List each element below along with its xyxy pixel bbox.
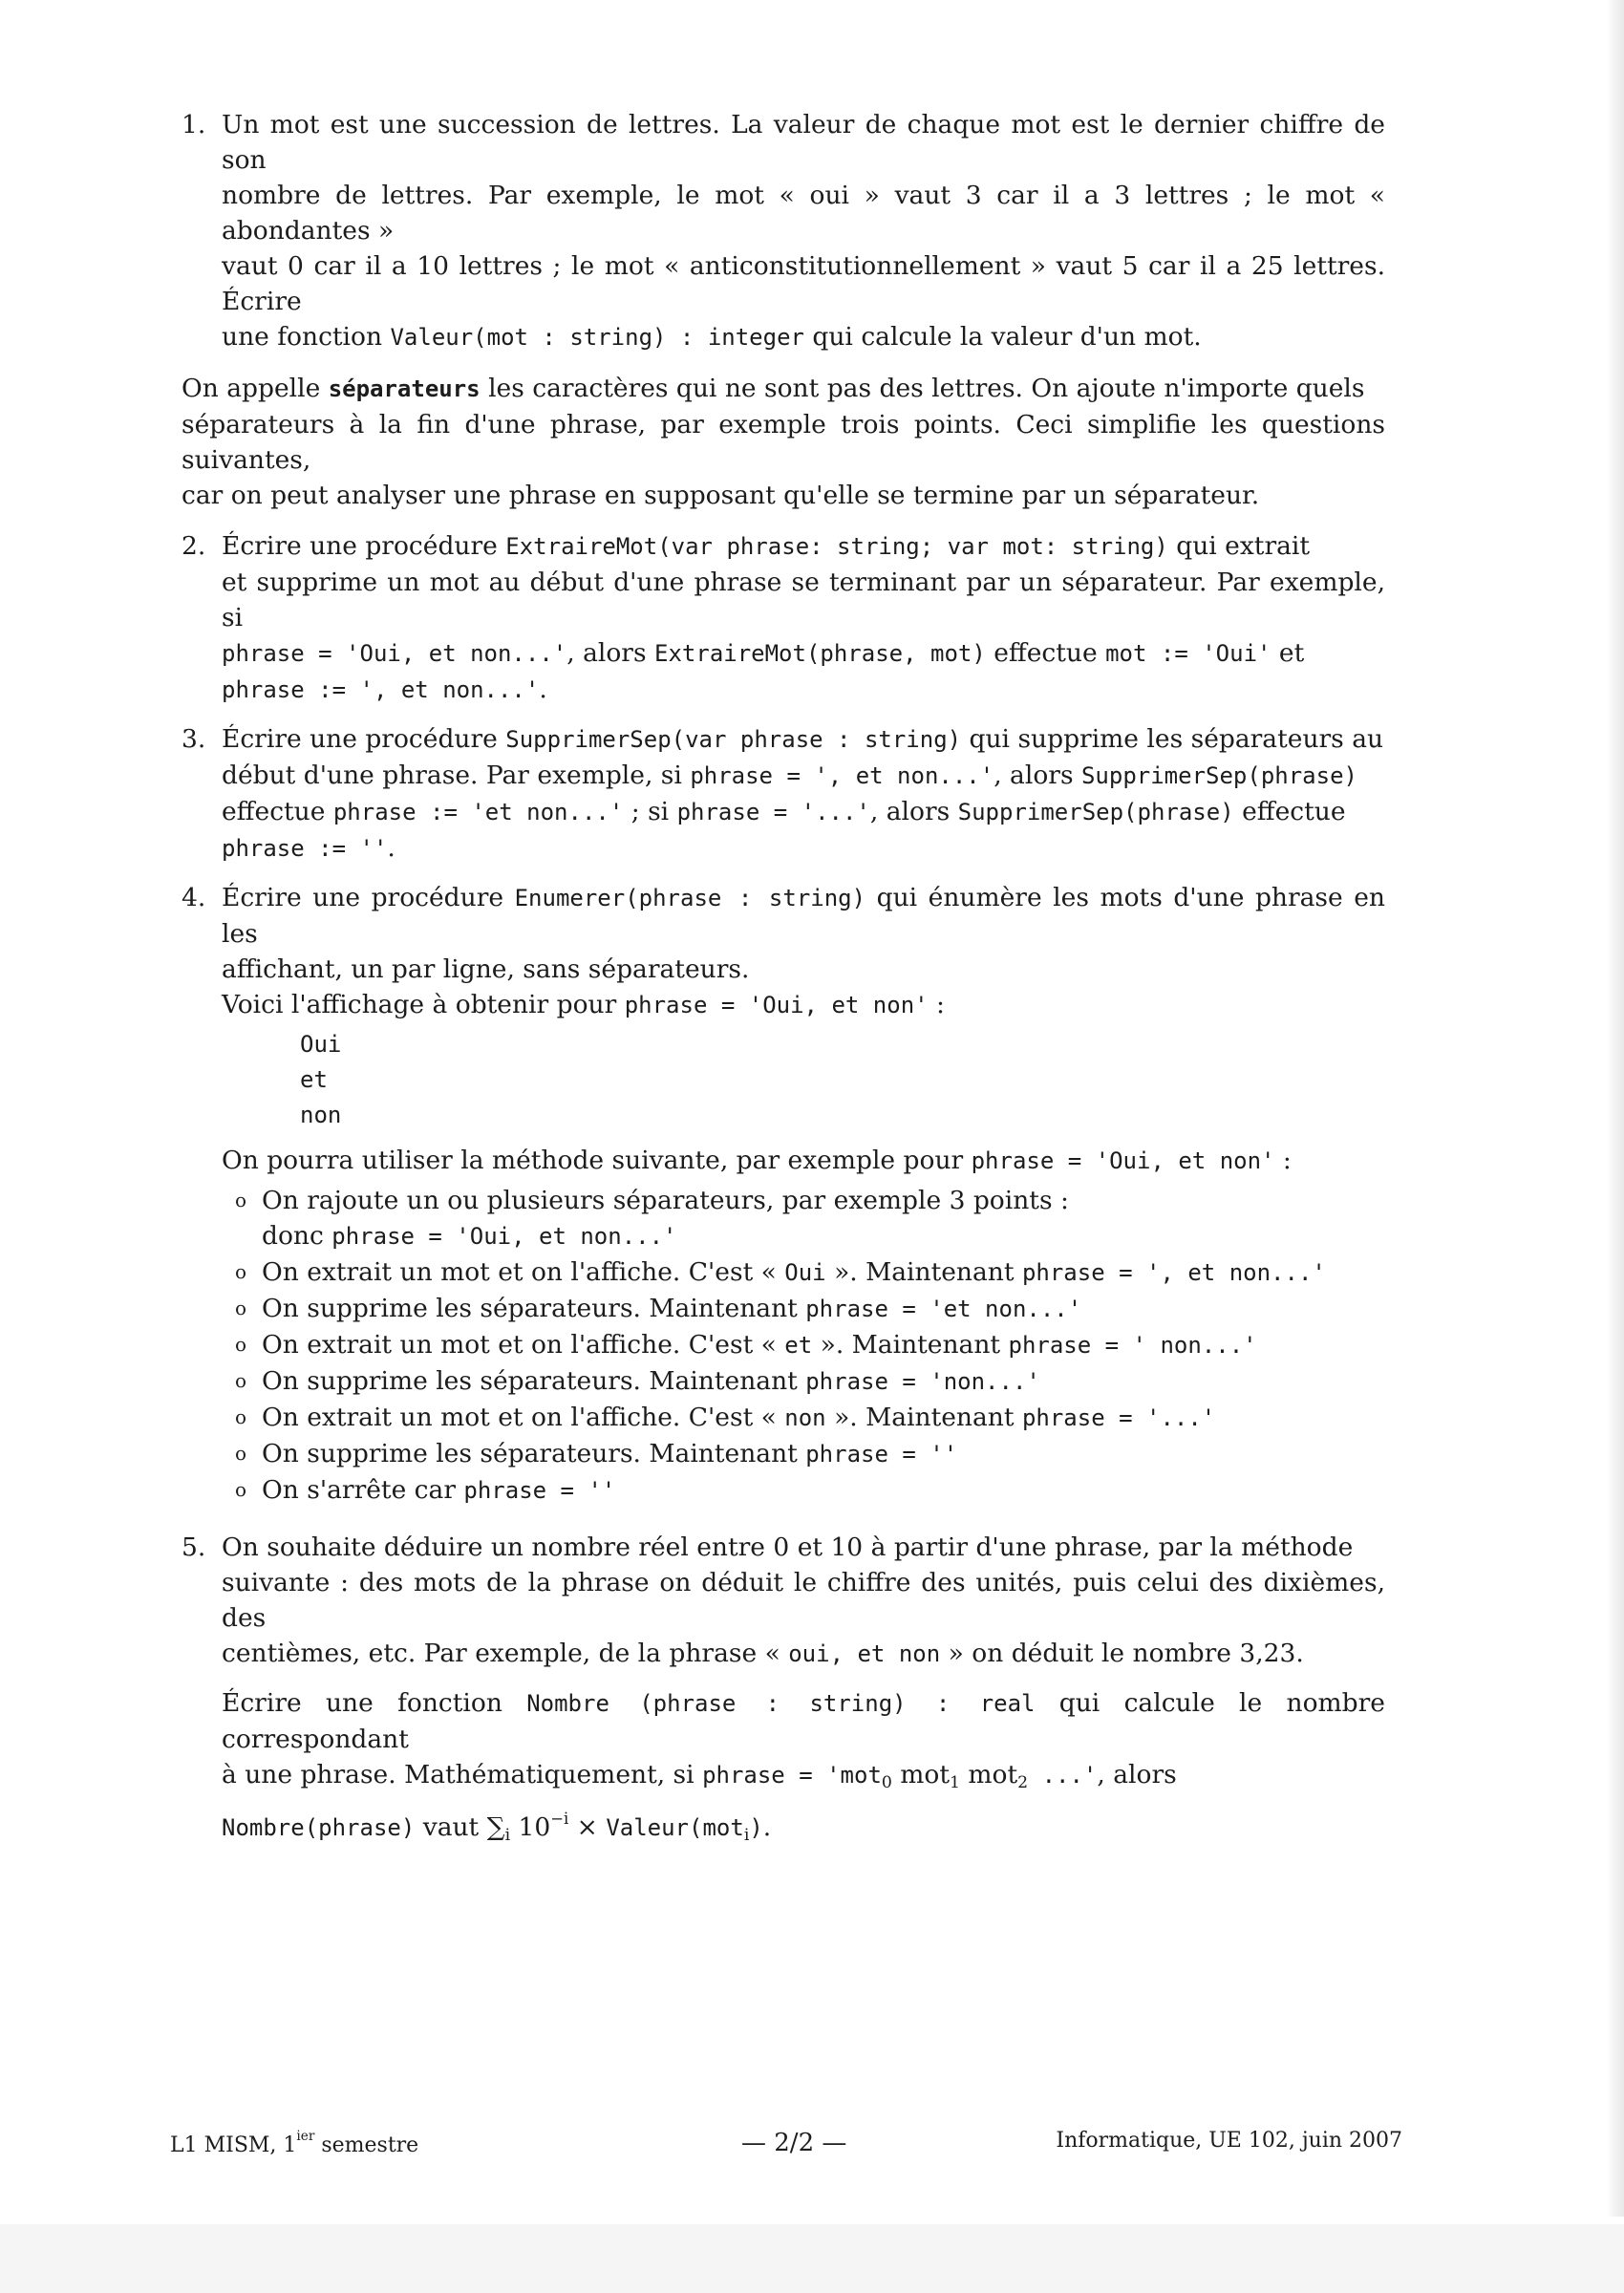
text-line: Un mot est une succession de lettres. La valeur de chaque mot est le dernier chiffre de son	[222, 110, 1385, 175]
bullet-icon: o	[235, 1478, 247, 1501]
page-number: — 2/2 —	[741, 2129, 847, 2157]
scan-shadow-edge	[1607, 0, 1624, 2217]
text: semestre	[314, 2133, 419, 2157]
expected-output	[300, 1027, 1385, 1133]
text: ; si	[623, 797, 677, 826]
page-footer	[170, 2129, 1402, 2159]
text: , alors	[566, 638, 655, 668]
text: Écrire une procédure	[222, 883, 515, 912]
question-number: 2.	[182, 531, 206, 561]
question-number: 4.	[182, 883, 206, 912]
text: On extrait un mot et on l'affiche. C'est «	[262, 1403, 785, 1432]
text-line	[222, 1757, 1385, 1801]
text: qui supprime les séparateurs au	[961, 724, 1384, 754]
text-line	[222, 758, 1385, 794]
text: à une phrase. Mathématiquement, si	[222, 1760, 703, 1789]
code: Oui	[784, 1259, 826, 1286]
separators-paragraph	[182, 371, 1385, 513]
question-number: 1.	[182, 110, 206, 139]
text: et	[1271, 638, 1305, 668]
text: .	[387, 833, 395, 863]
code: SupprimerSep(phrase)	[1080, 762, 1357, 789]
footer-info: Informatique, UE 102, juin 2007	[1056, 2129, 1402, 2153]
scan-bottom-margin	[0, 2224, 1624, 2293]
text-line: nombre de lettres. Par exemple, le mot « oui » vaut 3 car il a 3 lettres ; le mot « abondantes »	[222, 181, 1385, 246]
output-line: Oui	[300, 1031, 342, 1058]
text-line: affichant, un par ligne, sans séparateurs.	[222, 954, 750, 984]
text: Écrire une procédure	[222, 531, 506, 561]
question-4	[182, 880, 1385, 1509]
text: L1 MISM, 1	[170, 2133, 297, 2157]
text: On supprime les séparateurs. Maintenant	[262, 1294, 806, 1323]
text: ×	[568, 1812, 607, 1842]
code: phrase = ''	[805, 1441, 958, 1468]
code: phrase = ', et non...'	[1021, 1259, 1326, 1286]
text: les caractères qui ne sont pas des lettres. On ajoute n'importe quels	[480, 374, 1365, 403]
superscript: ier	[296, 2129, 315, 2144]
question-2	[182, 528, 1385, 708]
text: On rajoute un ou plusieurs séparateurs, par exemple 3 points :	[262, 1186, 1069, 1215]
text: qui extrait	[1167, 531, 1311, 561]
question-number: 5.	[182, 1532, 206, 1562]
bullet-icon: o	[235, 1405, 247, 1428]
text: On supprime les séparateurs. Maintenant	[262, 1366, 806, 1396]
text: On extrait un mot et on l'affiche. C'est «	[262, 1257, 785, 1287]
text: effectue	[222, 797, 333, 826]
text-line	[222, 794, 1385, 830]
subscript: 0	[881, 1773, 892, 1792]
text: vaut	[415, 1812, 487, 1842]
text: une fonction	[222, 322, 391, 352]
q5-paragraph-2	[222, 1685, 1385, 1854]
bullet-icon: o	[235, 1189, 247, 1211]
text-line	[222, 319, 1385, 355]
text: mot	[960, 1760, 1018, 1789]
text: On appelle	[182, 374, 329, 403]
text: qui énumère les mots d'une phrase en les	[222, 883, 1386, 949]
text-line	[222, 1685, 1385, 1757]
text: , alors	[994, 761, 1081, 790]
list-item	[222, 1254, 1385, 1291]
subscript: 1	[950, 1773, 960, 1792]
text: Écrire une fonction	[222, 1688, 527, 1718]
text: .	[539, 675, 547, 704]
text-line	[222, 1636, 1385, 1672]
sum-symbol: ∑	[486, 1812, 505, 1842]
code: phrase = 'non...'	[805, 1368, 1040, 1395]
text-line	[222, 721, 1385, 758]
text: On supprime les séparateurs. Maintenant	[262, 1439, 806, 1468]
text: ». Maintenant	[812, 1330, 1009, 1360]
bullet-icon: o	[235, 1260, 247, 1283]
code: oui, et non	[788, 1640, 941, 1667]
text: On pourra utiliser la méthode suivante, par exemple pour	[222, 1146, 972, 1175]
text: ». Maintenant	[825, 1257, 1022, 1287]
footer-course	[170, 2129, 418, 2157]
list-item	[222, 1436, 1385, 1472]
text: , alors	[1097, 1760, 1177, 1789]
method-steps	[222, 1183, 1385, 1509]
text: donc	[262, 1221, 332, 1251]
list-item	[222, 1400, 1385, 1436]
code: phrase = 'Oui, et non...'	[222, 640, 567, 667]
code: phrase = 'et non...'	[805, 1296, 1082, 1322]
exponent: −i	[550, 1810, 569, 1828]
text: mot	[891, 1760, 951, 1789]
code: phrase = 'Oui, et non'	[624, 992, 929, 1018]
bullet-icon: o	[235, 1297, 247, 1319]
list-item	[222, 1291, 1385, 1327]
text: effectue	[985, 638, 1106, 668]
code: SupprimerSep(phrase)	[957, 799, 1234, 825]
text-line	[222, 1801, 1385, 1854]
text-line: et supprime un mot au début d'une phrase se terminant par un séparateur. Par exemple, si	[222, 568, 1385, 632]
code: )	[749, 1814, 763, 1841]
code: phrase = ''	[463, 1477, 616, 1504]
list-item	[222, 1363, 1385, 1400]
code-signature: Enumerer(phrase : string)	[514, 885, 866, 911]
code: phrase = ' non...'	[1008, 1332, 1257, 1359]
code: phrase = 'Oui, et non...'	[331, 1223, 677, 1250]
text-line: On souhaite déduire un nombre réel entre 0 et 10 à partir d'une phrase, par la méthode	[222, 1532, 1354, 1562]
text: début d'une phrase. Par exemple, si	[222, 761, 691, 790]
list-item	[222, 1218, 1385, 1254]
text: , alors	[869, 797, 958, 826]
subscript: i	[504, 1826, 511, 1845]
text: On extrait un mot et on l'affiche. C'est «	[262, 1330, 785, 1360]
code-signature: ExtraireMot(var phrase: string; var mot: string)	[505, 533, 1168, 560]
text: Écrire une procédure	[222, 724, 506, 754]
code-signature: Valeur(mot : string) : integer	[390, 324, 804, 351]
bullet-icon: o	[235, 1333, 247, 1356]
text-line	[222, 880, 1385, 952]
code: phrase = '...'	[676, 799, 870, 825]
code: Nombre(phrase)	[222, 1814, 416, 1841]
text-line	[222, 672, 1385, 708]
code: phrase := 'et non...'	[332, 799, 624, 825]
question-3	[182, 721, 1385, 867]
question-5	[182, 1530, 1385, 1854]
text: 10	[510, 1812, 551, 1842]
text: effectue	[1233, 797, 1346, 826]
text-line	[222, 528, 1385, 565]
text: qui calcule la valeur d'un mot.	[803, 322, 1202, 352]
list-item	[222, 1327, 1385, 1363]
text-line	[182, 371, 1385, 407]
text: centièmes, etc. Par exemple, de la phrase «	[222, 1639, 789, 1668]
code: phrase = ', et non...'	[690, 762, 994, 789]
question-1	[182, 107, 1385, 355]
text: On s'arrête car	[262, 1475, 464, 1505]
text: :	[928, 990, 945, 1019]
code: mot := 'Oui'	[1105, 640, 1271, 667]
bullet-icon: o	[235, 1442, 247, 1465]
code-signature: Nombre (phrase : string) : real	[526, 1690, 1036, 1717]
text: qui calcule le nombre correspondant	[222, 1688, 1385, 1754]
text-line	[222, 987, 1385, 1023]
text-line	[222, 1143, 1385, 1179]
code: phrase = '...'	[1021, 1404, 1216, 1431]
code: non	[784, 1404, 826, 1431]
exercise-content	[182, 107, 1385, 1867]
bullet-icon: o	[235, 1369, 247, 1392]
code: et	[784, 1332, 813, 1359]
code: phrase = 'Oui, et non'	[971, 1147, 1275, 1174]
text: Voici l'affichage à obtenir pour	[222, 990, 625, 1019]
code-signature: SupprimerSep(var phrase : string)	[505, 726, 962, 753]
text-line	[222, 830, 1385, 867]
list-item	[222, 1472, 1385, 1509]
text-line: car on peut analyser une phrase en supposant qu'elle se termine par un séparateur.	[182, 481, 1260, 510]
subscript: 2	[1017, 1773, 1029, 1792]
question-number: 3.	[182, 724, 206, 754]
text-line: vaut 0 car il a 10 lettres ; le mot « anticonstitutionnellement » vaut 5 car il a 25 lettres. Écrire	[222, 251, 1385, 316]
text-line: suivante : des mots de la phrase on déduit le chiffre des unités, puis celui des dixièmes, des	[222, 1568, 1385, 1633]
code: Valeur(mot	[606, 1814, 744, 1841]
subscript: i	[743, 1826, 750, 1845]
term-separateurs: séparateurs	[328, 375, 481, 402]
text: » on déduit le nombre 3,23.	[940, 1639, 1304, 1668]
code: ...'	[1028, 1762, 1098, 1789]
output-line: et	[300, 1066, 328, 1093]
code: ExtraireMot(phrase, mot)	[654, 640, 986, 667]
text: .	[762, 1812, 772, 1842]
code: phrase := ', et non...'	[222, 676, 540, 703]
text: ». Maintenant	[825, 1403, 1022, 1432]
text-line: séparateurs à la fin d'une phrase, par exemple trois points. Ceci simplifie les questions suivantes,	[182, 410, 1385, 475]
code: phrase := ''	[222, 835, 388, 862]
list-item	[222, 1183, 1385, 1218]
text-line	[222, 635, 1385, 672]
output-line: non	[300, 1102, 342, 1128]
text: :	[1274, 1146, 1292, 1175]
code: phrase = 'mot	[702, 1762, 882, 1789]
